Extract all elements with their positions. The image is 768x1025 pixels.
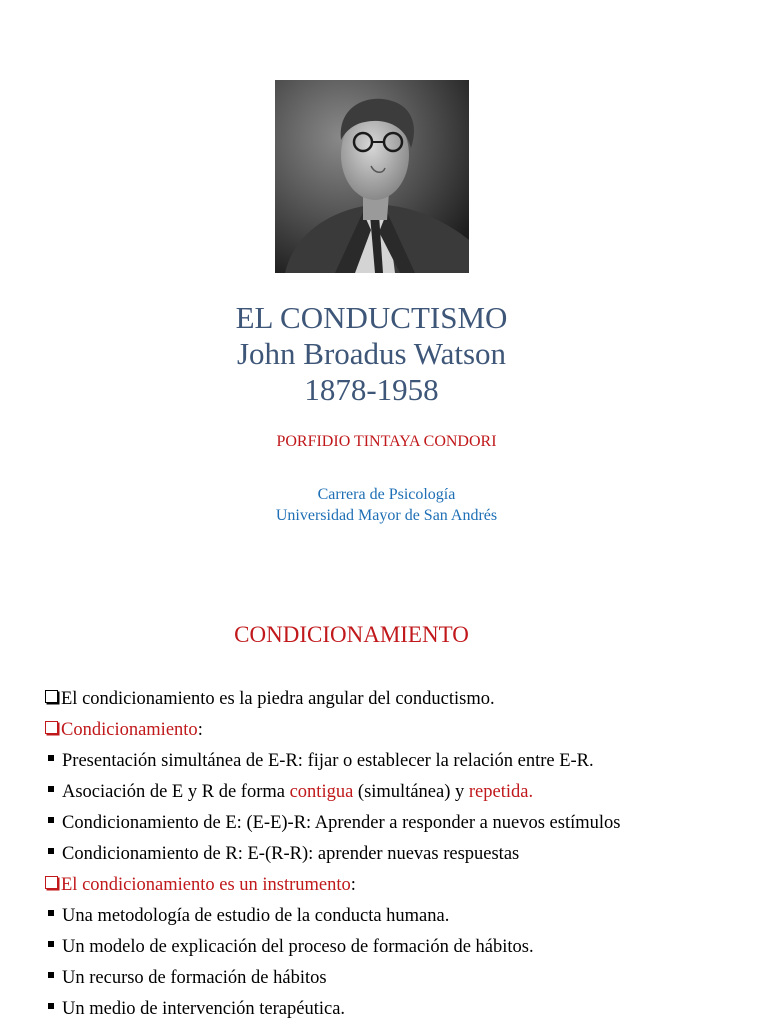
university-name: Universidad Mayor de San Andrés [275, 507, 498, 524]
portrait-photo-icon [275, 80, 469, 273]
list-item: El condicionamiento es la piedra angular del conductismo. [45, 684, 760, 715]
section-title: CONDICIONAMIENTO [234, 622, 469, 647]
checkbox-bullet-icon [45, 876, 58, 889]
content-list [45, 684, 760, 1025]
square-bullet-icon [48, 941, 54, 947]
square-bullet-icon [48, 786, 54, 792]
list-heading: Condicionamiento: [45, 715, 760, 746]
square-bullet-icon [48, 1003, 54, 1009]
page-title: EL CONDUCTISMO [235, 300, 508, 335]
affiliation [0, 484, 768, 526]
square-bullet-icon [48, 972, 54, 978]
list-item: Una metodología de estudio de la conducta humana. [45, 901, 760, 932]
list-item: Un recurso de formación de hábitos [45, 963, 760, 994]
list-item: Condicionamiento de E: (E-E)-R: Aprender a responder a nuevos estímulos [45, 808, 760, 839]
list-item: Presentación simultánea de E-R: fijar o establecer la relación entre E-R. [45, 746, 760, 777]
list-item: Un medio de intervención terapéutica. [45, 994, 760, 1025]
checkbox-bullet-icon [45, 721, 58, 734]
checkbox-bullet-icon [45, 690, 58, 703]
list-item: Asociación de E y R de forma contigua (simultánea) y repetida. [45, 777, 760, 808]
square-bullet-icon [48, 755, 54, 761]
list-heading: El condicionamiento es un instrumento: [45, 870, 760, 901]
list-item: Condicionamiento de R: E-(R-R): aprender nuevas respuestas [45, 839, 760, 870]
subject-name: John Broadus Watson [236, 336, 507, 371]
square-bullet-icon [48, 848, 54, 854]
square-bullet-icon [48, 817, 54, 823]
program-name: Carrera de Psicología [317, 486, 456, 503]
subject-years: 1878-1958 [304, 372, 439, 407]
list-item: Un modelo de explicación del proceso de formación de hábitos. [45, 932, 760, 963]
title-block [0, 300, 743, 408]
square-bullet-icon [48, 910, 54, 916]
author-name: PORFIDIO TINTAYA CONDORI [276, 433, 497, 450]
